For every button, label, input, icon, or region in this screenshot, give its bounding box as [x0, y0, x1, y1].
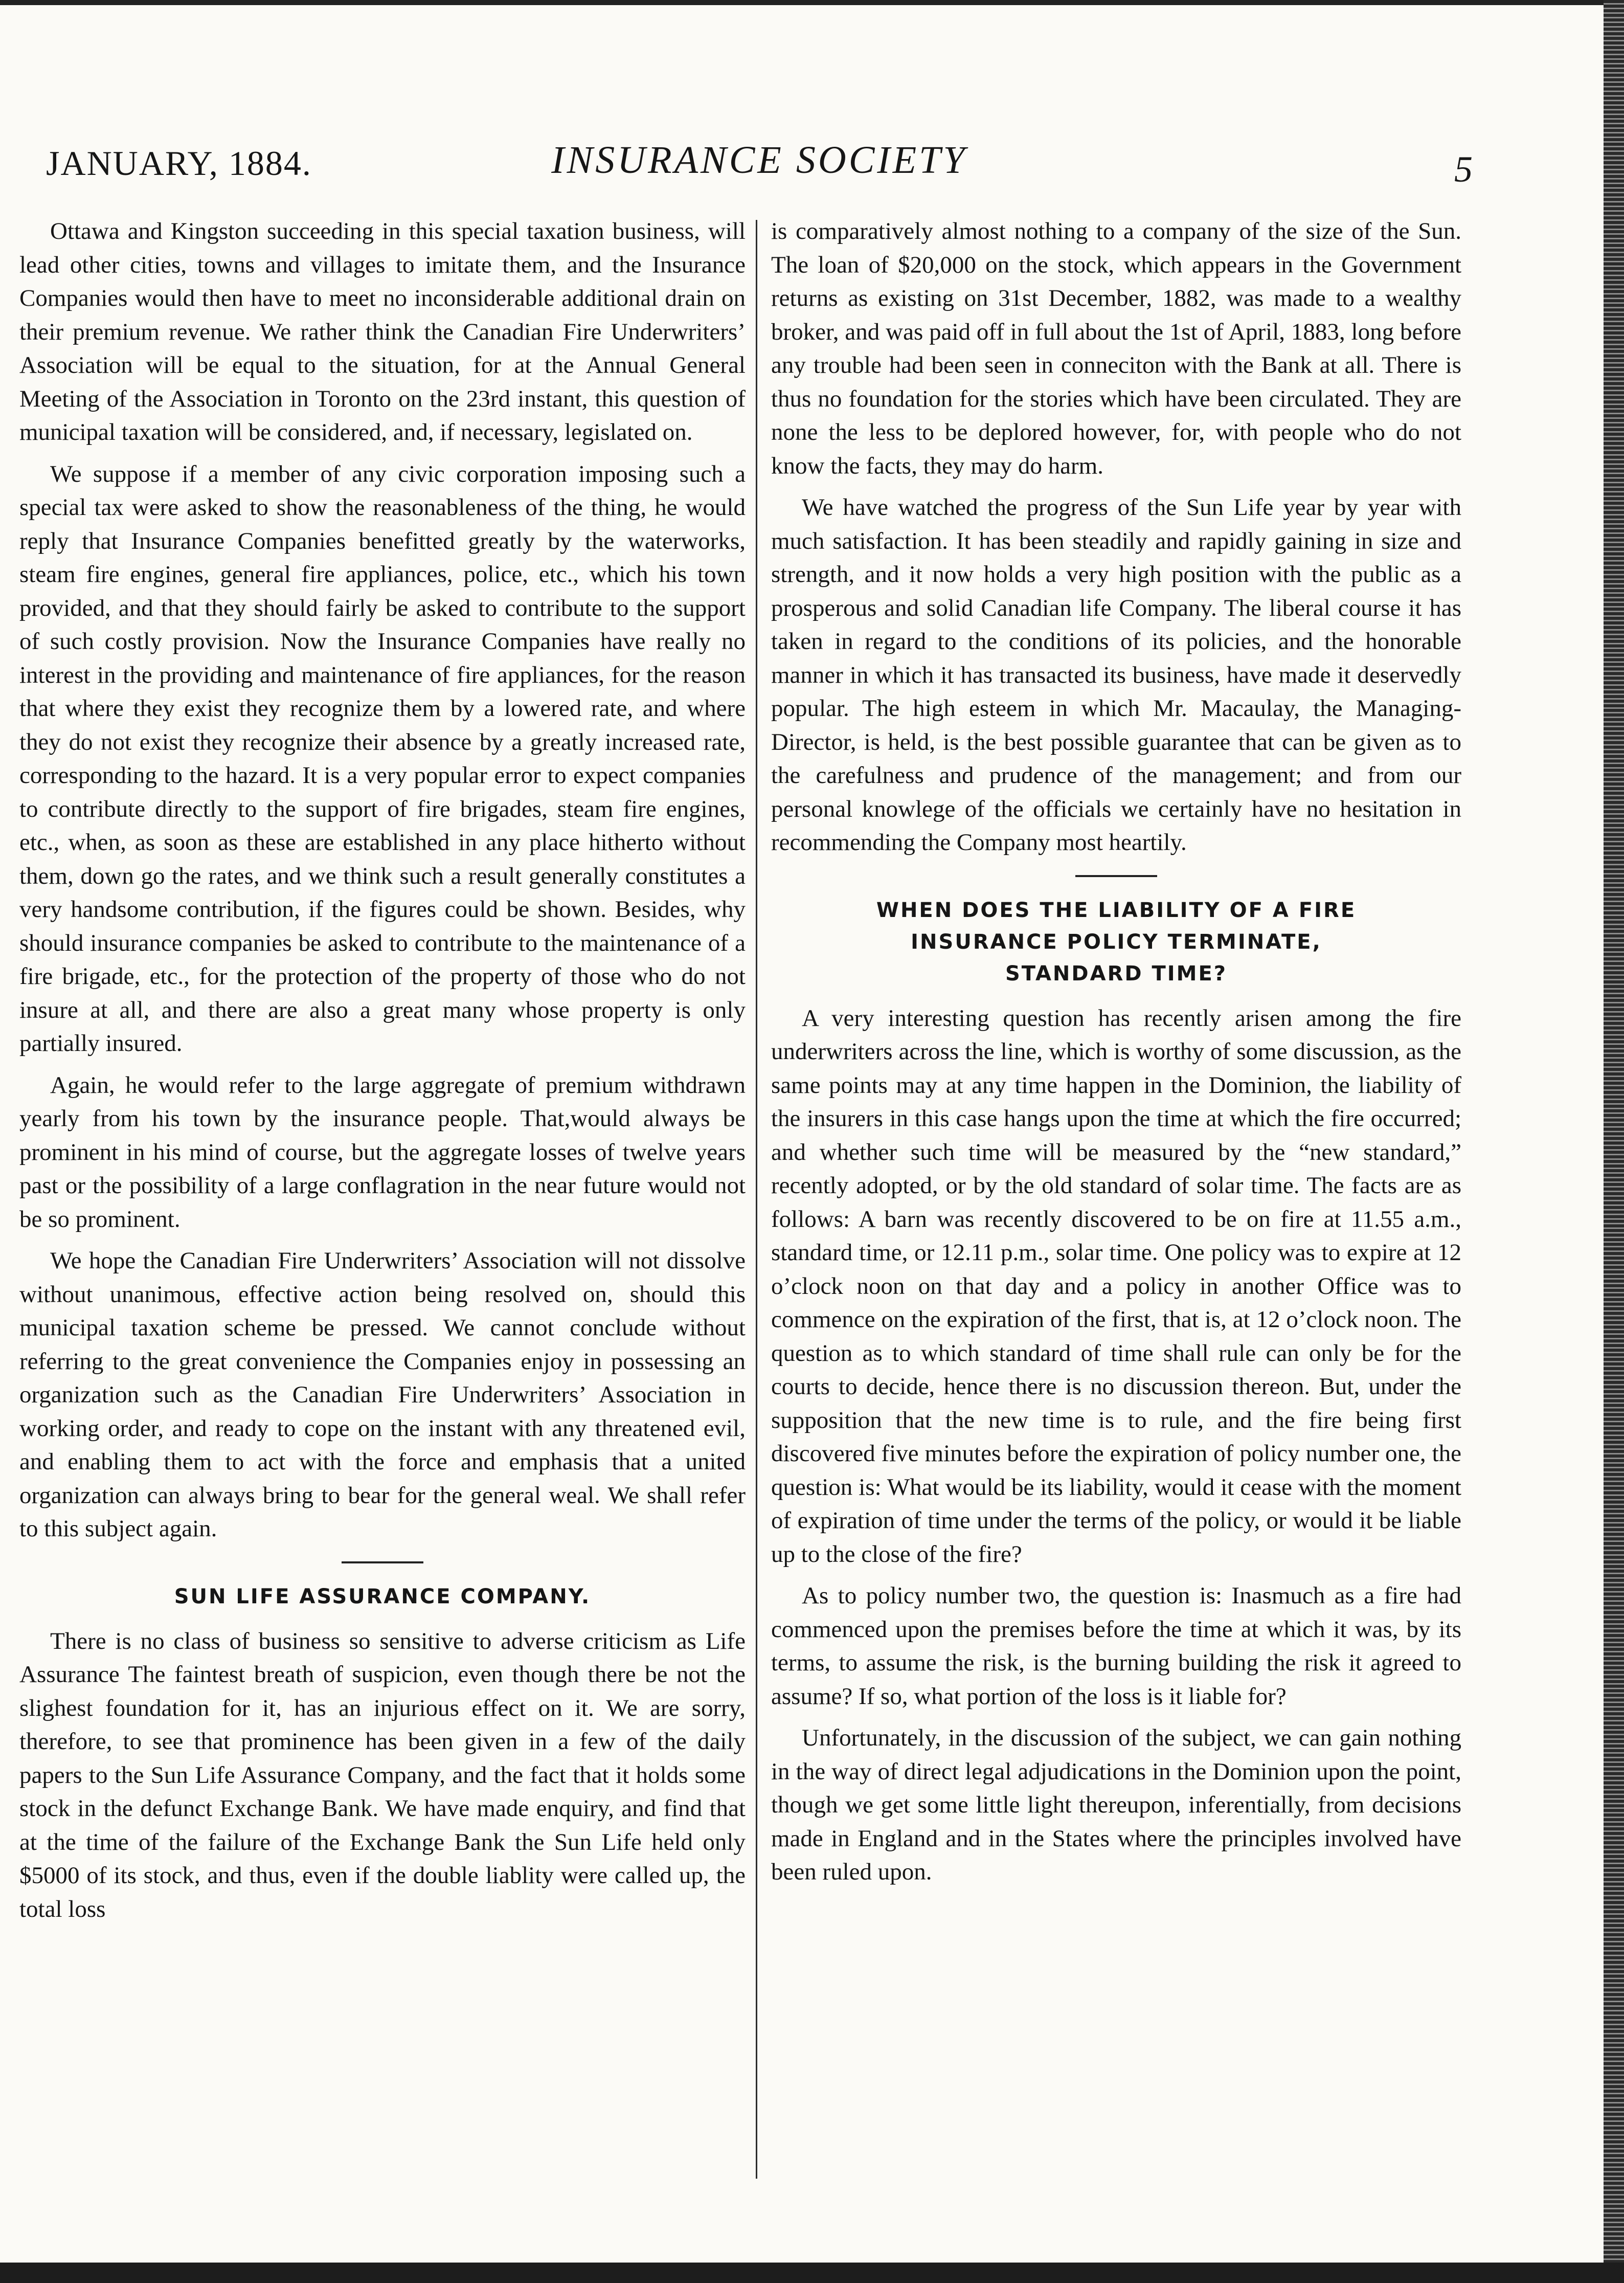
issue-date: JANUARY, 1884. — [46, 144, 312, 183]
paragraph: Again, he would refer to the large aggregate of premium withdrawn yearly from his town by the insurance people. That,would always be prominent in his mind of course, but the aggregate losses of twelve years past or the possibility of a large conflagration in the near future would not be so prominent. — [19, 1071, 746, 1233]
heading-line: WHEN DOES THE LIABILITY OF A FIRE — [876, 898, 1357, 922]
section-divider — [1075, 875, 1157, 877]
left-column — [19, 215, 746, 2199]
page-edge-bottom — [0, 2263, 1624, 2283]
column-divider — [756, 220, 757, 2179]
paragraph: We suppose if a member of any civic corporation imposing such a special tax were asked to show the reasonableness of the thing, he would reply that Insurance Companies benefitted greatly by the waterworks, steam fire engines, general fire appliances, police, etc., which his town provided, and that they should fairly be asked to contribute to the support of such costly provision. Now the Insurance Companies have really no interest in the providing and maintenance of fire appliances, for the reason that where they exist they recognize them by a lowered rate, and where they do not exist they recognize their absence by a greatly increased rate, corresponding to the hazard. It is a very popular error to expect companies to contribute directly to the support of fire brigades, steam fire engines, etc., when, as soon as these are established in any place hitherto without them, down go the rates, and we think such a result generally constitutes a very handsome contribution, if the figures could be shown. Besides, why should insurance companies be asked to contribute to the maintenance of a fire brigade, etc., for the protection of the property of those who do not insure at all, and there are also a great many whose property is only partially insured. — [19, 460, 746, 1057]
paragraph: We hope the Canadian Fire Underwriters’ Association will not dissolve without unanimous, effective action being resolved on, should this municipal taxation scheme be pressed. We cannot conclude without referring to the great convenience the Companies enjoy in possessing an organization such as the Canadian Fire Underwriters’ Association in working order, and ready to cope on the instant with any threatened evil, and enabling them to act with the force and emphasis that a united organization can always bring to bear for the general weal. We shall refer to this subject again. — [19, 1247, 746, 1542]
paragraph: A very interesting question has recently arisen among the fire underwriters across the line, which is worthy of some discussion, as the same points may at any time happen in the Dominion, the liability of the insurers in this case hangs upon the time at which the fire occurred; and whether such time will be measured by the “new standard,” recently adopted, or by the old standard of solar time. The facts are as follows: A barn was recently discovered to be on fire at 11.55 a.m., standard time, or 12.11 p.m., solar time. One policy was to expire at 12 o’clock noon on that day and a policy in another Office was to commence on the expiration of the first, that is, at 12 o’clock noon. The question as to which standard of time shall rule can only be for the courts to decide, hence there is no discussion thereon. But, under the supposition that the new time is to rule, and the fire being first discovered five minutes before the expiration of policy number one, the question is: What would be its liability, would it cease with the moment of expiration of time under the terms of the policy, or would it be liable up to the close of the fire? — [771, 1004, 1461, 1568]
paragraph: There is no class of business so sensitive to adverse criticism as Life Assurance The faintest breath of suspicion, even though there be not the slighest foundation for it, has an injurious effect on it. We are sorry, therefore, to see that prominence has been given in a few of the daily papers to the Sun Life Assurance Company, and the fact that it holds some stock in the defunct Exchange Bank. We have made enquiry, and find that at the time of the failure of the Exchange Bank the Sun Life held only $5000 of its stock, and thus, even if the double liablity were called up, the total loss — [19, 1627, 746, 1922]
paragraph: Unfortunately, in the discussion of the subject, we can gain nothing in the way of direct legal adjudications in the Dominion upon the point, though we get some little light thereupon, inferentially, from decisions made in England and in the States where the principles involved have been ruled upon. — [771, 1725, 1461, 1885]
heading-line: STANDARD TIME? — [1005, 961, 1227, 986]
heading-line: INSURANCE POLICY TERMINATE, — [911, 930, 1322, 954]
running-header — [46, 138, 1473, 194]
right-column — [771, 215, 1461, 2199]
paragraph: is comparatively almost nothing to a company of the size of the Sun. The loan of $20,000 on the stock, which appears in the Government returns as existing on 31st December, 1882, was made to a wealthy broker, and was paid off in full about the 1st of April, 1883, long before any trouble had been seen in conneciton with the Bank at all. There is thus no foundation for the stories which have been circulated. They are none the less to be deplored however, for, with people who do not know the facts, they may do harm. — [771, 218, 1461, 479]
paragraph: We have watched the progress of the Sun Life year by year with much satisfaction. It has been steadily and rapidly gaining in size and strength, and it now holds a very high position with the public as a prosperous and solid Canadian life Company. The liberal course it has taken in regard to the conditions of its policies, and the honorable manner in which it has transacted its business, have made it deservedly popular. The high esteem in which Mr. Macaulay, the Managing-Director, is held, is the best possible guarantee that can be given as to the carefulness and prudence of the management; and from our personal knowlege of the officials we certainly have no hesitation in recommending the Company most heartily. — [771, 494, 1461, 856]
section-divider — [342, 1561, 423, 1563]
publication-title: INSURANCE SOCIETY — [551, 139, 967, 182]
paragraph: Ottawa and Kingston succeeding in this special taxation business, will lead other cities, towns and villages to imitate them, and the Insurance Companies would then have to meet no inconsiderable additional drain on their premium revenue. We rather think the Canadian Fire Underwriters’ Association will be equal to the situation, for at the Annual General Meeting of the Association in Toronto on the 23rd instant, this question of municipal taxation will be considered, and, if necessary, legislated on. — [19, 218, 746, 445]
article-heading-fire-liability — [771, 894, 1461, 990]
page-top-border — [0, 0, 1624, 5]
page-number: 5 — [1454, 149, 1473, 190]
article-heading-sun-life: SUN LIFE ASSURANCE COMPANY. — [174, 1584, 591, 1608]
page-edge-right — [1604, 0, 1624, 2283]
paragraph: As to policy number two, the question is: Inasmuch as a fire had commenced upon the premises before the time at which it was, by its terms, to assume the risk, is the burning building the risk it agreed to assume? If so, what portion of the loss is it liable for? — [771, 1582, 1461, 1710]
